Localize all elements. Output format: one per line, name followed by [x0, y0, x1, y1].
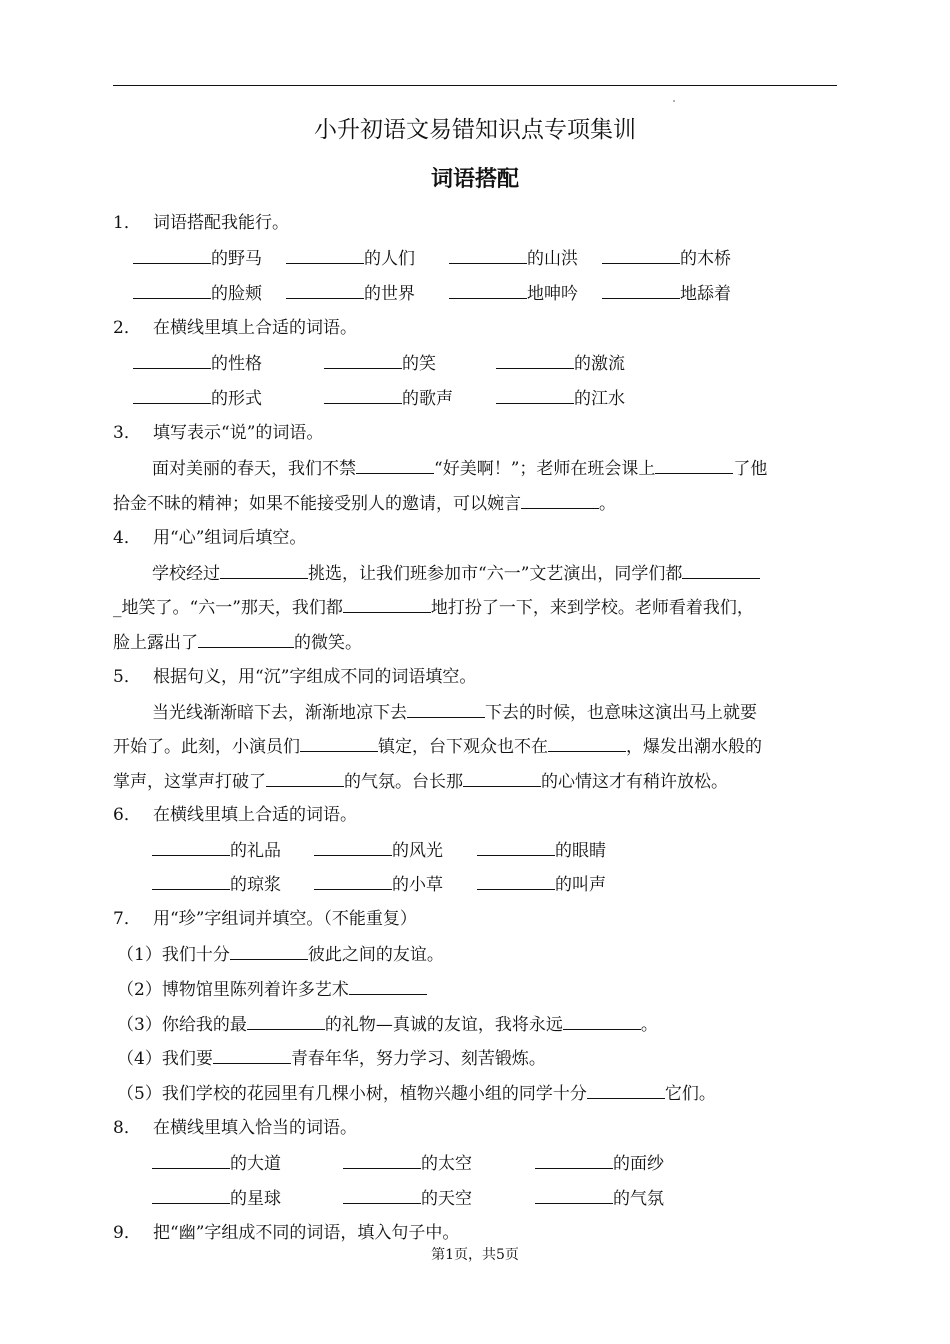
fill-blank[interactable] [324, 385, 402, 404]
question-number: 3． [113, 423, 141, 443]
question-text: 填写表示“说”的词语。 [153, 423, 324, 443]
fill-blank[interactable] [463, 768, 541, 787]
header-rule [113, 85, 837, 86]
q1-row-1: 的野马 的人们 的山洪 的木桥 [0, 245, 950, 271]
fill-blank[interactable] [349, 976, 427, 995]
q7-sentence-1: （1）我们十分 彼此之间的友谊。 [117, 941, 444, 967]
fill-blank[interactable] [152, 1150, 230, 1169]
question-text: 在横线里填上合适的词语。 [153, 318, 357, 338]
question-5 [113, 664, 476, 690]
fill-blank[interactable] [477, 837, 555, 856]
question-number: 9． [113, 1223, 141, 1243]
fill-blank[interactable] [356, 455, 434, 474]
fill-blank[interactable] [324, 350, 402, 369]
question-6 [113, 802, 357, 828]
question-3 [113, 420, 323, 446]
question-number: 8． [113, 1118, 141, 1138]
fill-blank[interactable] [198, 629, 294, 648]
fill-blank[interactable] [230, 941, 308, 960]
document-subtitle: 词语搭配 [430, 167, 519, 192]
question-text: 在横线里填入恰当的词语。 [153, 1118, 357, 1138]
q2-row-2: 的形式 的歌声 的江水 [0, 385, 950, 411]
fill-blank[interactable] [314, 871, 392, 890]
question-number: 7． [113, 909, 141, 929]
question-text: 根据句义，用“沉”字组成不同的词语填空。 [153, 667, 477, 687]
fill-blank[interactable] [477, 871, 555, 890]
fill-blank[interactable] [521, 490, 599, 509]
q1-row-2: 的脸颊 的世界 地呻吟 地舔着 [0, 280, 950, 306]
fill-blank[interactable] [133, 385, 211, 404]
document-title: 小升初语文易错知识点专项集训 [314, 117, 636, 143]
fill-blank[interactable] [496, 350, 574, 369]
fill-blank[interactable] [314, 837, 392, 856]
fill-blank[interactable] [535, 1185, 613, 1204]
q7-sentence-4: （4）我们要 青春年华，努力学习、刻苦锻炼。 [117, 1045, 546, 1071]
fill-blank[interactable] [300, 733, 378, 752]
question-number: 1． [113, 213, 141, 233]
fill-blank[interactable] [286, 245, 364, 264]
fill-blank[interactable] [286, 280, 364, 299]
q3-line-1: 面对美丽的春天，我们不禁 “好美啊！”；老师在班会课上 了他 [152, 455, 767, 481]
q6-row-1: 的礼品 的风光 的眼睛 [0, 837, 950, 863]
q4-line-2: _地笑了。“六一”那天，我们都 地打扮了一下，来到学校。老师看着我们， [113, 594, 754, 620]
question-text: 在横线里填上合适的词语。 [153, 805, 357, 825]
question-number: 4． [113, 528, 141, 548]
question-text: 用“珍”字组词并填空。（不能重复） [153, 909, 417, 929]
q8-row-2: 的星球 的天空 的气氛 [0, 1185, 950, 1211]
question-8 [113, 1115, 357, 1141]
q6-row-2: 的琼浆 的小草 的叫声 [0, 871, 950, 897]
fill-blank[interactable] [343, 594, 431, 613]
question-2 [113, 315, 357, 341]
fill-blank[interactable] [343, 1185, 421, 1204]
fill-blank[interactable] [152, 837, 230, 856]
q5-line-3: 掌声，这掌声打破了 的气氛。台长那 的心情这才有稍许放松。 [113, 768, 728, 794]
question-1 [113, 210, 289, 236]
fill-blank[interactable] [220, 560, 308, 579]
question-9 [113, 1220, 459, 1246]
fill-blank[interactable] [587, 1080, 665, 1099]
question-number: 2． [113, 318, 141, 338]
q4-line-3: 脸上露出了 的微笑。 [113, 629, 362, 655]
fill-blank[interactable] [548, 733, 626, 752]
fill-blank[interactable] [133, 280, 211, 299]
fill-blank[interactable] [655, 455, 733, 474]
question-number: 5． [113, 667, 141, 687]
question-text: 把“幽”字组成不同的词语，填入句子中。 [153, 1223, 460, 1243]
question-number: 6． [113, 805, 141, 825]
fill-blank[interactable] [449, 245, 527, 264]
fill-blank[interactable] [213, 1045, 291, 1064]
header-dot [673, 100, 675, 102]
fill-blank[interactable] [602, 280, 680, 299]
fill-blank[interactable] [407, 699, 485, 718]
fill-blank[interactable] [343, 1150, 421, 1169]
fill-blank[interactable] [152, 1185, 230, 1204]
fill-blank[interactable] [247, 1011, 325, 1030]
q5-line-1: 当光线渐渐暗下去，渐渐地凉下去 下去的时候，也意味这演出马上就要 [152, 699, 757, 725]
fill-blank[interactable] [133, 245, 211, 264]
fill-blank[interactable] [152, 871, 230, 890]
fill-blank[interactable] [535, 1150, 613, 1169]
q7-sentence-2: （2）博物馆里陈列着许多艺术 [117, 976, 427, 1002]
fill-blank[interactable] [496, 385, 574, 404]
q4-line-1: 学校经过 挑选，让我们班参加市“六一”文艺演出，同学们都 [152, 560, 760, 586]
q5-line-2: 开始了。此刻，小演员们 镇定，台下观众也不在 ，爆发出潮水般的 [113, 733, 762, 759]
fill-blank[interactable] [602, 245, 680, 264]
page-footer: 第1页，共5页 [431, 1247, 519, 1263]
question-text: 词语搭配我能行。 [153, 213, 289, 233]
fill-blank[interactable] [266, 768, 344, 787]
fill-blank[interactable] [682, 560, 760, 579]
q8-row-1: 的大道 的太空 的面纱 [0, 1150, 950, 1176]
question-4 [113, 525, 306, 551]
q2-row-1: 的性格 的笑 的激流 [0, 350, 950, 376]
question-text: 用“心”组词后填空。 [153, 528, 307, 548]
q3-line-2: 拾金不昧的精神；如果不能接受别人的邀请，可以婉言 。 [113, 490, 616, 516]
fill-blank[interactable] [449, 280, 527, 299]
fill-blank[interactable] [133, 350, 211, 369]
q7-sentence-3: （3）你给我的最 的礼物—真诚的友谊，我将永远 。 [117, 1011, 658, 1037]
fill-blank[interactable] [563, 1011, 641, 1030]
question-7 [113, 906, 417, 932]
q7-sentence-5: （5）我们学校的花园里有几棵小树，植物兴趣小组的同学十分 它们。 [117, 1080, 716, 1106]
